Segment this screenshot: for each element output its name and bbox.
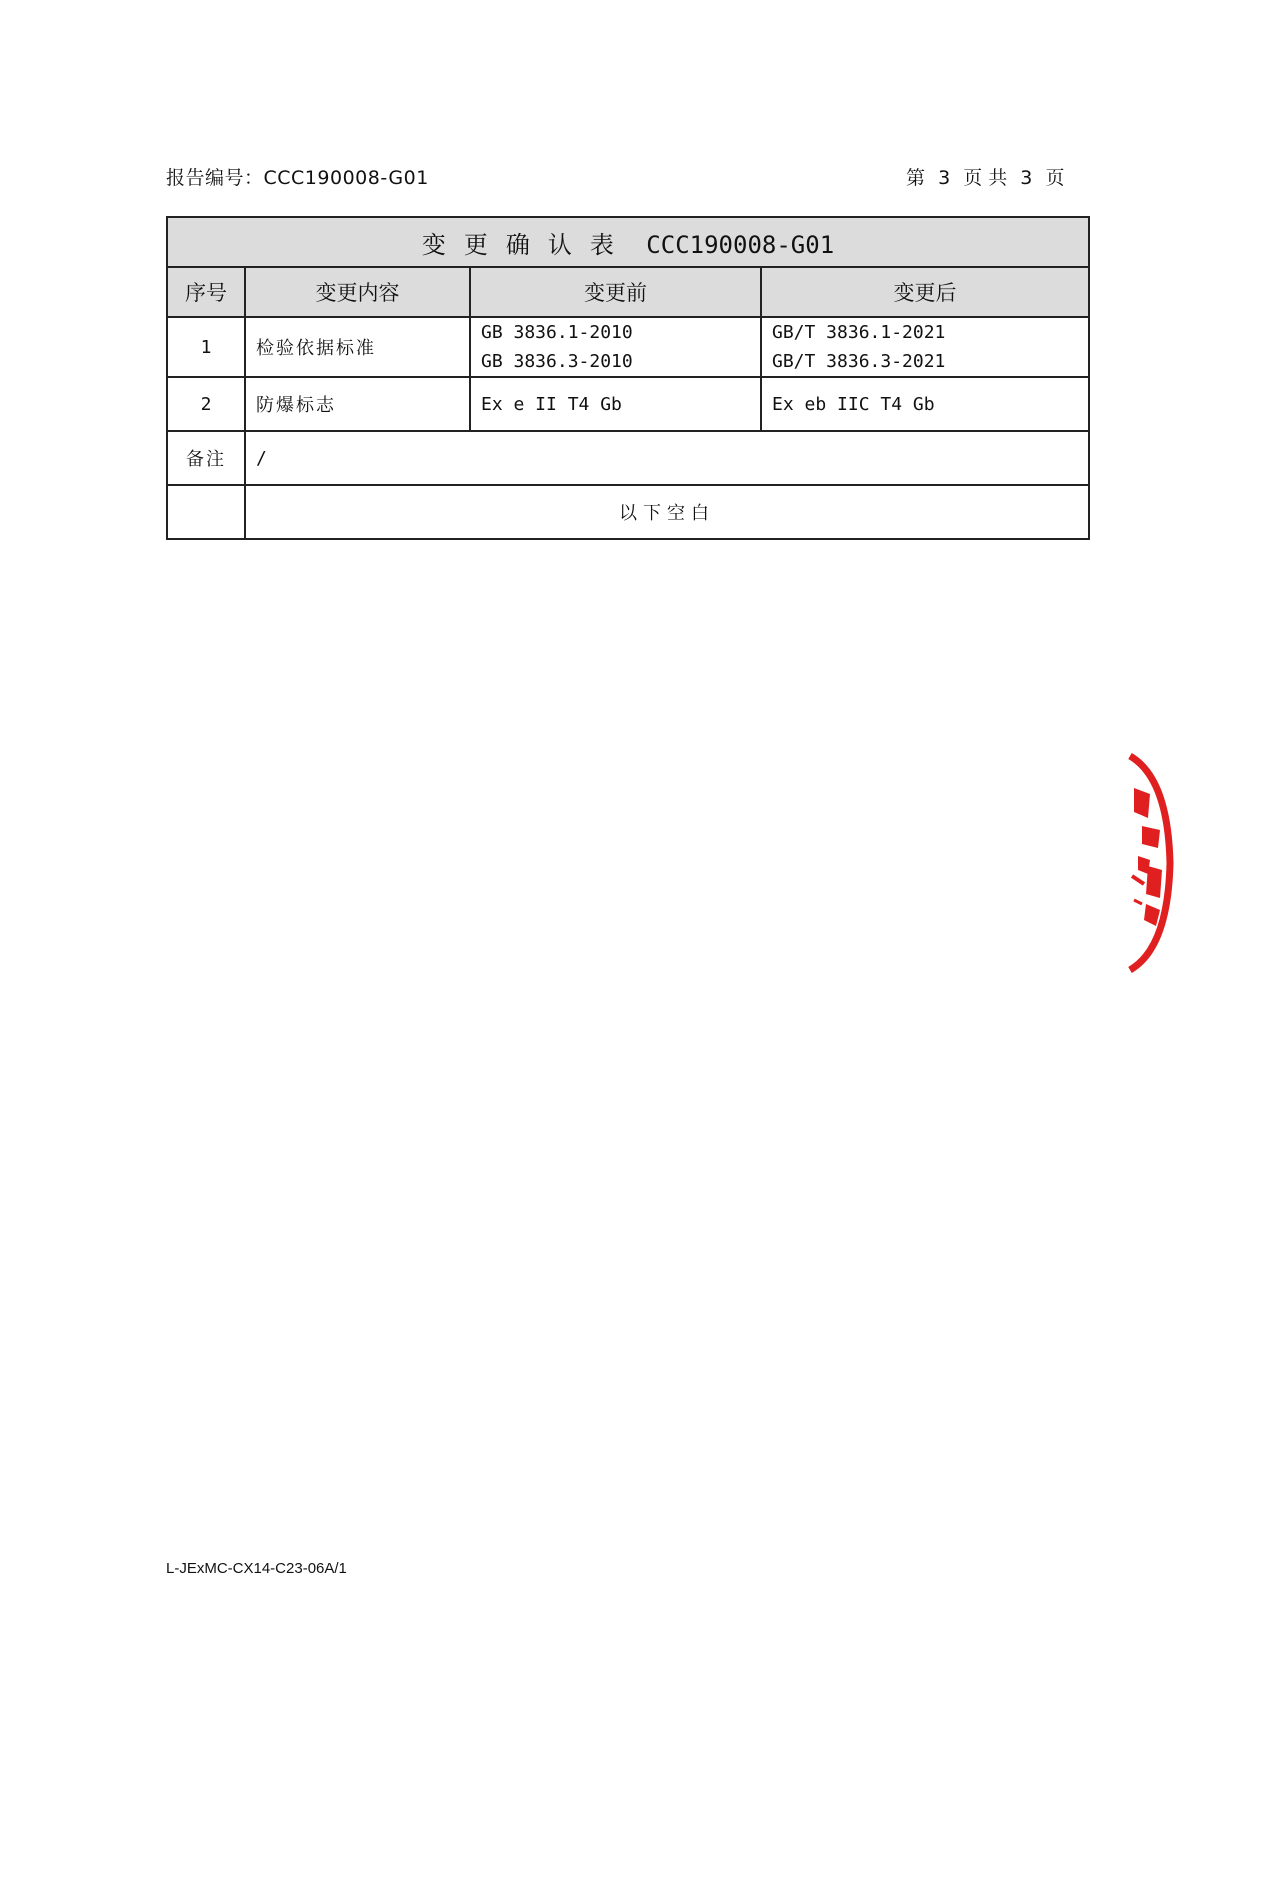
row-before-line: GB 3836.3-2010 [481,351,633,372]
header-before: 变更前 [470,267,761,317]
blank-row [167,485,1089,539]
table-title-code: CCC190008-G01 [646,230,835,259]
header-no: 序号 [167,267,245,317]
header-after: 变更后 [761,267,1089,317]
page-total: 3 [1020,167,1033,189]
row-after [761,317,1089,377]
remark-label: 备注 [167,431,245,485]
table-title-row [167,217,1089,267]
row-content: 防爆标志 [245,377,470,431]
remark-row [167,431,1089,485]
table-title [167,217,1089,267]
header-content: 变更内容 [245,267,470,317]
table-row [167,317,1089,377]
row-no: 1 [167,317,245,377]
remark-value: / [245,431,1089,485]
page-current: 3 [938,167,951,189]
page-mid: 页 共 [963,167,1008,189]
table-title-cn: 变更确认表 [421,230,632,259]
row-before-line: Ex e II T4 Gb [481,393,622,415]
row-before-line: GB 3836.1-2010 [481,322,633,343]
page-indicator [906,163,1071,190]
row-after-line: GB/T 3836.1-2021 [772,322,946,343]
red-seal-stamp [1120,748,1175,978]
row-content: 检验依据标准 [245,317,470,377]
row-no: 2 [167,377,245,431]
table-row [167,377,1089,431]
row-before [470,317,761,377]
row-after [761,377,1089,431]
form-code: L-JExMC-CX14-C23-06A/1 [166,1560,347,1577]
row-after-line: GB/T 3836.3-2021 [772,351,946,372]
change-confirmation-table [166,216,1090,540]
row-after-line: Ex eb IIC T4 Gb [772,393,935,415]
page-suffix: 页 [1045,167,1065,189]
blank-empty-cell [167,485,245,539]
blank-text: 以下空白 [245,485,1089,539]
row-before [470,377,761,431]
report-number: 报告编号：CCC190008-G01 [166,167,429,189]
page-prefix: 第 [906,167,926,189]
table-header-row [167,267,1089,317]
